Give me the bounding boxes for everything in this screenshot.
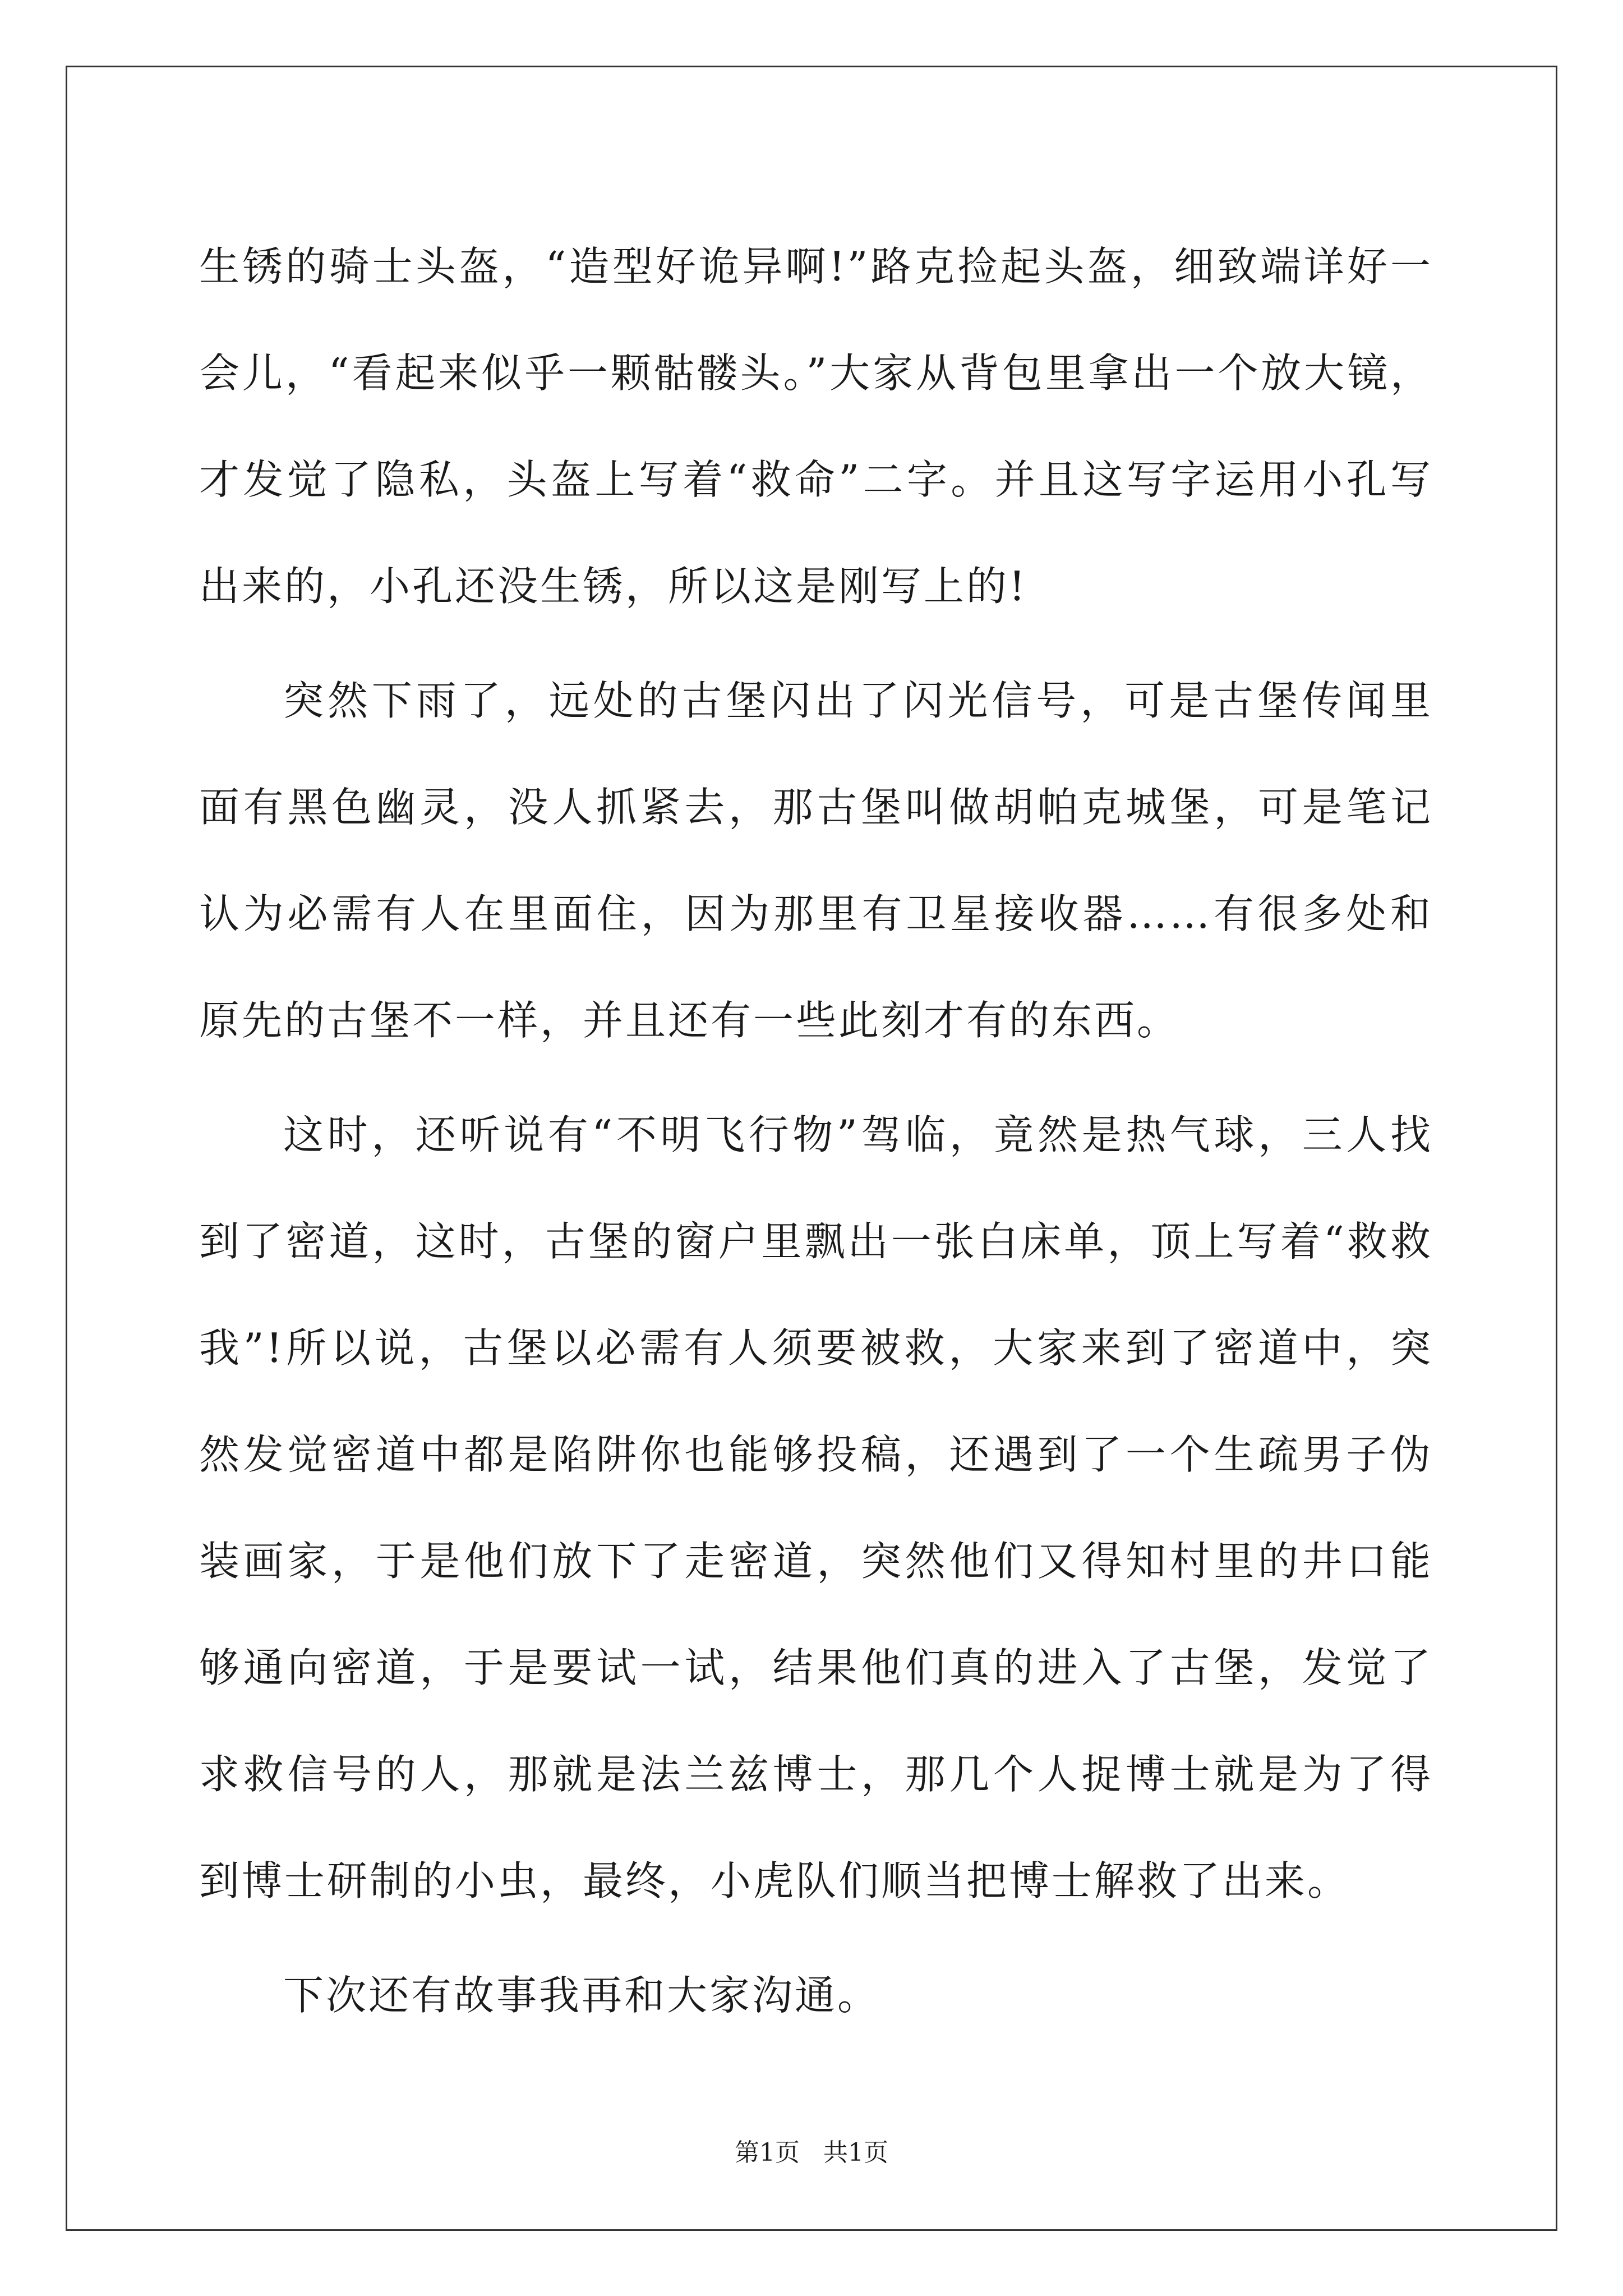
page-footer xyxy=(0,2136,1623,2170)
paragraph-2: 突然下雨了，远处的古堡闪出了闪光信号，可是古堡传闻里面有黑色幽灵，没人抓紧去，那古堡叫做胡帕克城堡，可是笔记认为必需有人在里面住，因为那里有卫星接收器……有很多处和原先的古堡不一样，并且还有一些此刻才有的东西。 xyxy=(199,677,1433,1044)
page-number: 第1页 xyxy=(735,2138,800,2167)
paragraph-3: 这时，还听说有“不明飞行物”驾临，竟然是热气球，三人找到了密道，这时，古堡的窗户里飘出一张白床单，顶上写着“救救我”!所以说，古堡以必需有人须要被救，大家来到了密道中，突然发觉密道中都是陷阱你也能够投稿，还遇到了一个生疏男子伪装画家，于是他们放下了走密道，突然他们又得知村里的井口能够通向密道，于是要试一试，结果他们真的进入了古堡，发觉了求救信号的人，那就是法兰兹博士，那几个人捉博士就是为了得到博士研制的小虫，最终，小虎队们顺当把博士解救了出来。 xyxy=(199,1111,1433,1904)
paragraph-4: 下次还有故事我再和大家沟通。 xyxy=(283,1972,880,2019)
document-body xyxy=(199,213,1433,2049)
page-total: 共1页 xyxy=(823,2138,888,2167)
paragraph-1: 生锈的骑士头盔，“造型好诡异啊!”路克捡起头盔，细致端详好一会儿，“看起来似乎一颗骷髅头。”大家从背包里拿出一个放大镜，才发觉了隐私，头盔上写着“救命”二字。并且这写字运用小孔写出来的，小孔还没生锈，所以这是刚写上的! xyxy=(199,243,1433,610)
